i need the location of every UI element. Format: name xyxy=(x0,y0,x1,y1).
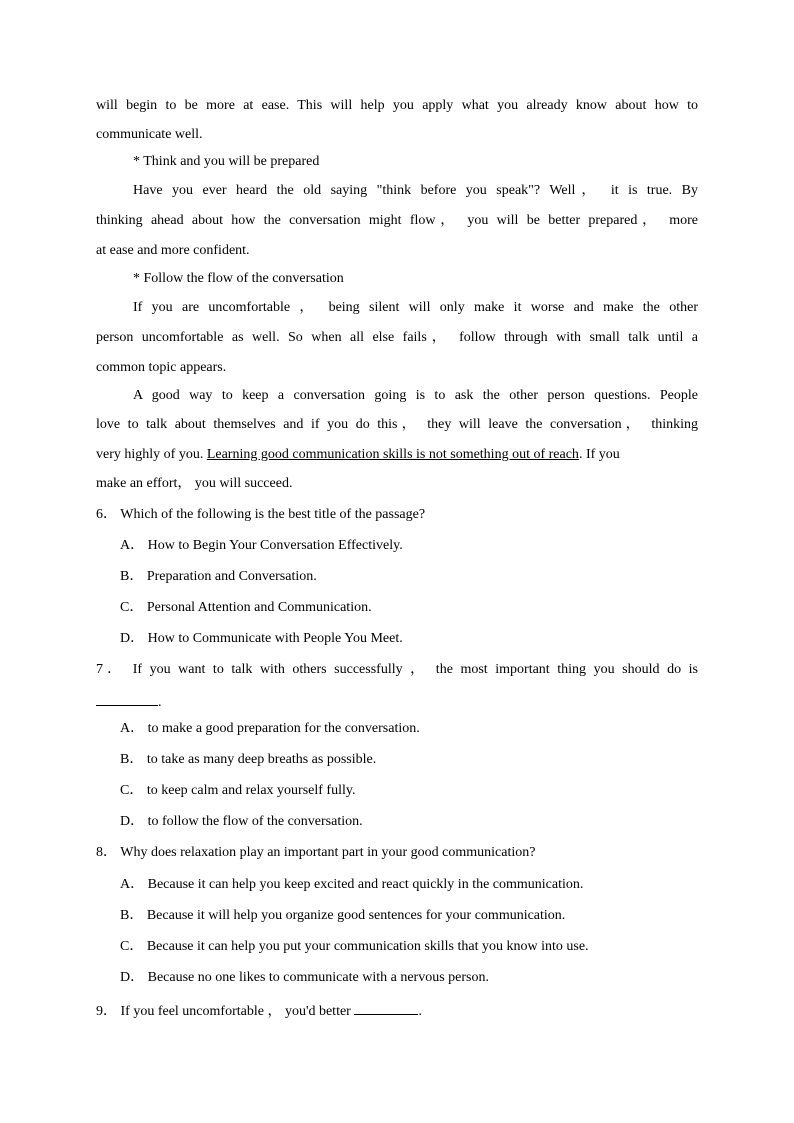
passage-p4-line3-post: . If you xyxy=(578,447,620,462)
passage-p4-line1: A good way to keep a conversation going is to ask the other person questions. People xyxy=(133,388,698,403)
question-9-stem-line xyxy=(96,1000,698,1021)
question-6-option-a: A． How to Begin Your Conversation Effectively. xyxy=(120,538,403,553)
passage-p3-line2: person uncomfortable as well. So when all else fails， follow through with small talk until a xyxy=(96,330,698,345)
passage-p2-line3: at ease and more confident. xyxy=(96,243,250,258)
answer-blank xyxy=(96,691,158,706)
passage-p2-line2: thinking ahead about how the conversation might flow， you will be better prepared， more xyxy=(96,213,698,228)
passage-p2-line1: Have you ever heard the old saying "think before you speak"? Well， it is true. By xyxy=(133,183,698,198)
question-7-option-c: C． to keep calm and relax yourself fully. xyxy=(120,783,356,798)
question-7-option-b: B． to take as many deep breaths as possible. xyxy=(120,752,377,767)
question-7-stem-end: . xyxy=(158,695,162,710)
question-7-blank-line xyxy=(96,691,698,712)
question-7-option-a: A． to make a good preparation for the conversation. xyxy=(120,721,420,736)
passage-p4-line3 xyxy=(96,446,698,464)
question-8-option-b: B． Because it will help you organize good sentences for your communication. xyxy=(120,908,566,923)
question-6-option-b: B． Preparation and Conversation. xyxy=(120,569,317,584)
answer-blank xyxy=(354,1000,418,1015)
passage-p3-line3: common topic appears. xyxy=(96,360,227,375)
question-9-stem-end: . xyxy=(418,1004,422,1019)
question-8-stem: 8． Why does relaxation play an important part in your good communication? xyxy=(96,845,536,860)
heading-follow: * Follow the flow of the conversation xyxy=(133,271,344,286)
question-9-stem: 9． If you feel uncomfortable ， you'd better xyxy=(96,1004,351,1019)
passage-p1-line2: communicate well. xyxy=(96,127,203,142)
question-7-stem: 7． If you want to talk with others successfully ， the most important thing you should do is xyxy=(96,662,698,677)
question-6-option-d: D． How to Communicate with People You Meet. xyxy=(120,631,403,646)
passage-p4-line4: make an effort， you will succeed. xyxy=(96,476,293,491)
passage-p4-line3-pre: very highly of you. xyxy=(96,447,207,462)
question-8-option-d: D． Because no one likes to communicate with a nervous person. xyxy=(120,970,489,985)
question-8-option-c: C． Because it can help you put your communication skills that you know into use. xyxy=(120,939,589,954)
question-8-option-a: A． Because it can help you keep excited and react quickly in the communication. xyxy=(120,877,584,892)
passage-p3-line1: If you are uncomfortable ， being silent will only make it worse and make the other xyxy=(133,300,698,315)
passage-p1-line1: will begin to be more at ease. This will help you apply what you already know about how to xyxy=(96,98,698,113)
passage-p4-line2: love to talk about themselves and if you do this， they will leave the conversation， thinking xyxy=(96,417,698,432)
underlined-sentence: Learning good communication skills is not something out of reach xyxy=(206,447,579,462)
heading-think: * Think and you will be prepared xyxy=(133,154,320,169)
question-6-stem: 6． Which of the following is the best title of the passage? xyxy=(96,507,426,522)
question-6-option-c: C． Personal Attention and Communication. xyxy=(120,600,372,615)
question-7-option-d: D． to follow the flow of the conversation. xyxy=(120,814,363,829)
